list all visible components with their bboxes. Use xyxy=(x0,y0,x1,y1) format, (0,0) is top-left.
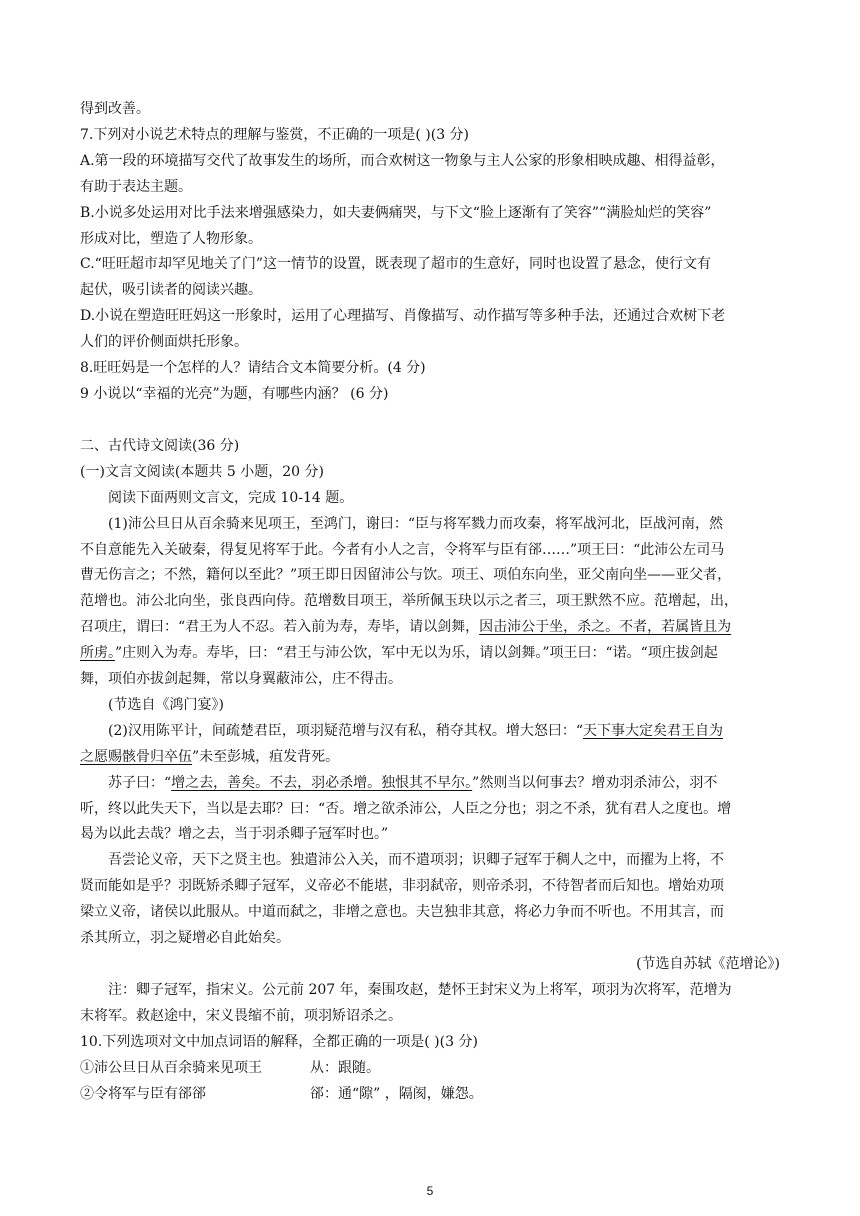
passage-2-line: 听，终以此失天下，当以是去耶？曰：“否。增之欲杀沛公，人臣之分也；羽之不杀，犹有君人之度也。增 xyxy=(80,800,732,817)
question-10: 10.下列选项对文中加点词语的解释，全都正确的一项是( )(3 分) xyxy=(80,1033,478,1050)
question-7: 7.下列对小说艺术特点的理解与鉴赏，不正确的一项是( )(3 分) xyxy=(80,126,470,143)
passage-1-line: 舞，项伯亦拔剑起舞，常以身翼蔽沛公，庄不得击。 xyxy=(80,671,402,688)
choice-2-gloss: 郤：通“隙” ，隔阂，嫌怨。 xyxy=(310,1085,483,1102)
passage-text: ”庄则入为寿。寿毕，曰：“君王与沛公饮，军中无以为乐，请以剑舞。”项王曰：“诺。“项庄拔剑起 xyxy=(115,645,718,662)
annotation-cont: 末将军。救赵途中，宋义畏缩不前，项羽矫诏杀之。 xyxy=(80,1007,402,1024)
option-c-cont: 起伏，吸引读者的阅读兴趣。 xyxy=(80,282,262,299)
text-line: 得到改善。 xyxy=(80,101,150,117)
passage-2-line xyxy=(80,745,780,771)
passage-1-line: 曹无伤言之；不然，籍何以至此？”项王即日因留沛公与饮。项王、项伯东向坐，亚父南向坐——亚父者， xyxy=(80,567,732,584)
choice-2-sentence: ②令将军与臣有郤郤 xyxy=(80,1085,206,1102)
passage-1-line xyxy=(80,641,780,667)
underlined-sentence: 增之去，善矣。不去，羽必杀增。独恨其不早尔。 xyxy=(171,774,473,791)
passage-2-line: 贤而能如是乎？羽既矫杀卿子冠军，义帝必不能堪，非羽弑帝，则帝杀羽，不待智者而后知也。增始劝项 xyxy=(80,878,724,895)
underlined-sentence: 天下事大定矣君王自为 xyxy=(583,722,723,739)
instructions: 阅读下面两则文言文，完成 10-14 题。 xyxy=(108,489,354,506)
page-content xyxy=(80,97,780,1107)
passage-1-line: (1)沛公旦日从百余骑来见项王，至鸿门，谢曰：“臣与将军戮力而攻秦，将军战河北，臣战河南，然 xyxy=(108,515,723,532)
underlined-sentence: 所虏。 xyxy=(80,645,115,662)
passage-2-line: 梁立义帝，诸侯以此服从。中道而弑之，非增之意也。夫岂独非其意，将必力争而不听也。不用其言，而 xyxy=(80,904,724,921)
option-c: C.“旺旺超市却罕见地关了门”这一情节的设置，既表现了超市的生意好，同时也设置了悬念，使行文有 xyxy=(80,256,711,273)
underlined-sentence: 因击沛公于坐，杀之。不者，若属皆且为 xyxy=(479,619,732,636)
question-8: 8.旺旺妈是一个怎样的人？请结合文本简要分析。(4 分) xyxy=(80,360,426,377)
passage-2-line xyxy=(80,719,780,745)
passage-1-line xyxy=(80,615,780,641)
section-heading: 二、古代诗文阅读(36 分) xyxy=(80,437,240,454)
passage-text: ”未至彭城，疽发背死。 xyxy=(192,748,340,765)
option-b-cont: 形成对比，塑造了人物形象。 xyxy=(80,230,262,247)
source-note-1: (节选自《鸿门宴》) xyxy=(108,696,224,713)
underlined-sentence: 之愿赐骸骨归卒伍 xyxy=(80,748,192,765)
passage-text: ”然则当以何事去？增劝羽杀沛公，羽不 xyxy=(472,774,718,791)
choice-2 xyxy=(80,1082,780,1108)
annotation: 注：卿子冠军，指宋义。公元前 207 年，秦围攻赵，楚怀王封宋义为上将军，项羽为次将军，范增为 xyxy=(108,981,732,998)
page-number: 5 xyxy=(426,1184,434,1198)
choice-1-gloss: 从：跟随。 xyxy=(310,1059,380,1076)
passage-2-line: 杀其所立，羽之疑增必自此始矣。 xyxy=(80,930,290,947)
passage-2-line: 吾尝论义帝，天下之贤主也。独遣沛公入关，而不遣项羽；识卿子冠军于稠人之中，而擢为上将，不 xyxy=(108,852,724,869)
passage-1-line: 范增也。沛公北向坐，张良西向侍。范增数目项王，举所佩玉玦以示之者三，项王默然不应。范增起，出， xyxy=(80,593,738,610)
option-a: A.第一段的环境描写交代了故事发生的场所，而合欢树这一物象与主人公家的形象相映成趣、相得益彰， xyxy=(80,152,725,169)
question-9: 9 小说以“幸福的光亮”为题，有哪些内涵？ (6 分) xyxy=(80,385,389,402)
option-b: B.小说多处运用对比手法来增强感染力，如夫妻俩痛哭，与下文“脸上逐渐有了笑容”“满脸灿烂的笑容” xyxy=(80,204,712,221)
passage-1-line: 不自意能先入关破秦，得复见将军于此。今者有小人之言，令将军与臣有郤……”项王曰：“此沛公左司马 xyxy=(80,541,725,558)
passage-2-line xyxy=(80,771,780,797)
source-note-2: (节选自苏轼《范增论》) xyxy=(636,956,780,972)
option-d-cont: 人们的评价侧面烘托形象。 xyxy=(80,334,248,351)
choice-1-sentence: ①沛公旦日从百余骑来见项王 xyxy=(80,1059,262,1076)
passage-text: (2)汉用陈平计，间疏楚君臣，项羽疑范增与汉有私，稍夺其权。增大怒曰：“ xyxy=(108,722,583,739)
option-d: D.小说在塑造旺旺妈这一形象时，运用了心理描写、肖像描写、动作描写等多种手法，还通过合欢树下老 xyxy=(80,308,726,325)
passage-text: 召项庄，谓曰：“君王为人不忍。若入前为寿，寿毕，请以剑舞， xyxy=(80,619,480,636)
choice-1 xyxy=(80,1056,780,1082)
passage-text: 苏子曰：“ xyxy=(108,774,172,791)
spacer xyxy=(80,408,780,434)
option-a-cont: 有助于表达主题。 xyxy=(80,178,192,195)
passage-2-line: 曷为以此去哉？增之去，当于羽杀卿子冠军时也。” xyxy=(80,826,389,843)
subsection-heading: (一)文言文阅读(本题共 5 小题，20 分) xyxy=(80,463,324,480)
